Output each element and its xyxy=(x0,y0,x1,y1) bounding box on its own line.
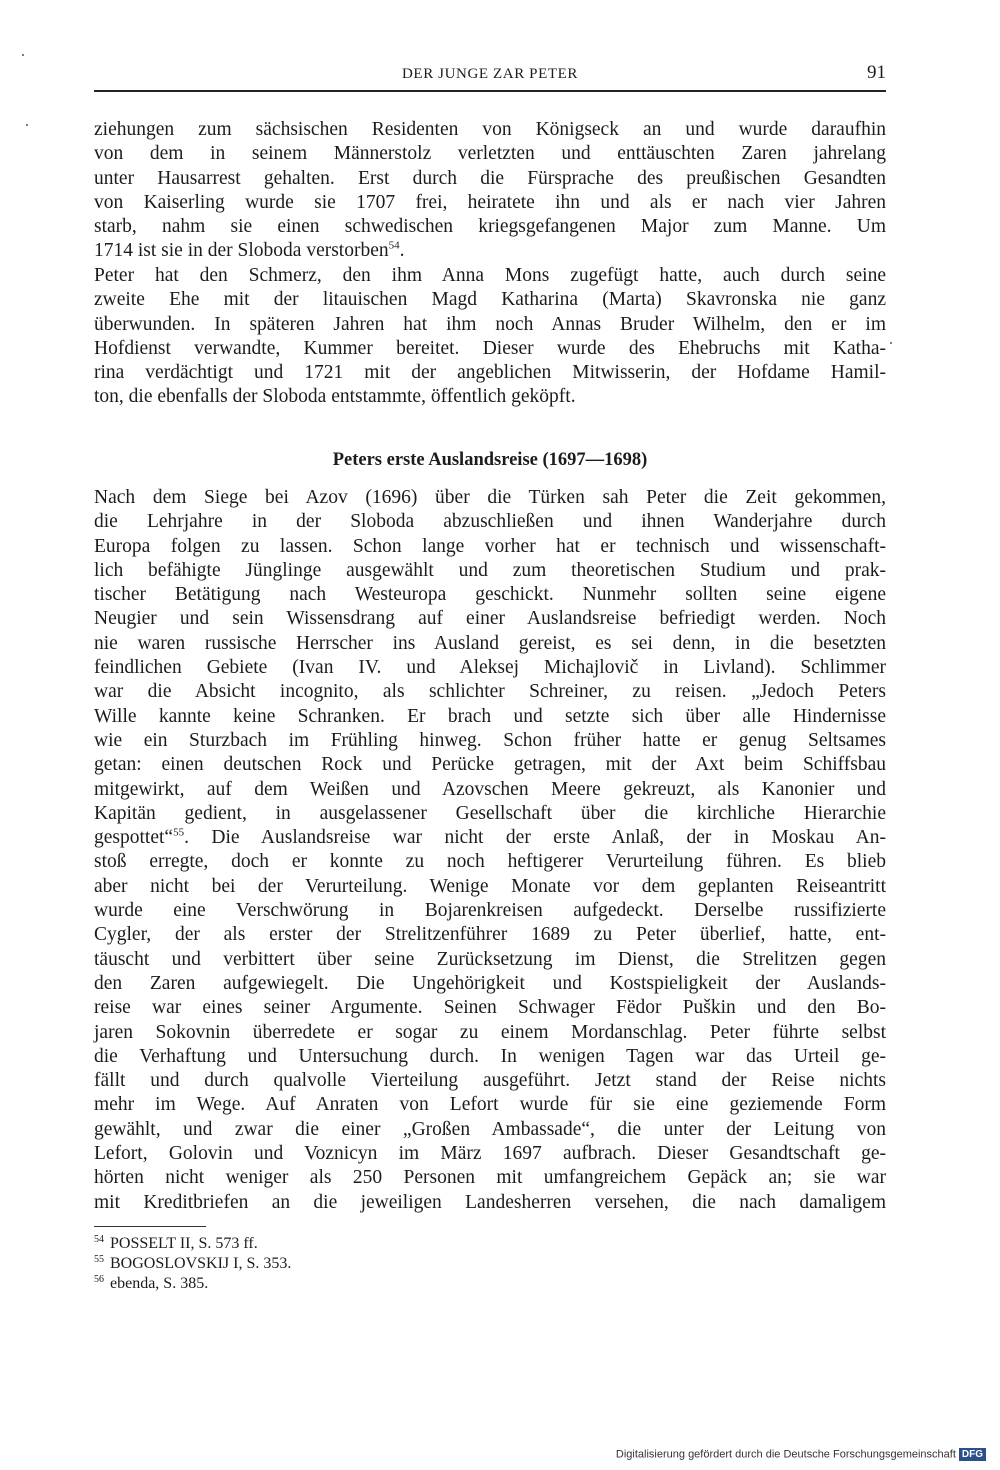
text-line: den Zaren aufgewiegelt. Die Ungehörigkeit und Kostspieligkeit der Auslands- xyxy=(94,972,886,994)
text-line: Kapitän gedient, in ausgelassener Gesellschaft über die kirchliche Hierarchie xyxy=(94,802,886,824)
text-line: mitgewirkt, auf dem Weißen und Azovschen Meere gekreuzt, als Kanonier und xyxy=(94,778,886,800)
footnote-number: 56 xyxy=(94,1273,104,1285)
footnotes xyxy=(94,1234,594,1294)
scan-speck xyxy=(22,54,24,56)
running-title: DER JUNGE ZAR PETER xyxy=(402,66,578,82)
text-line: getan: einen deutschen Rock und Perücke getragen, mit der Axt beim Schiffsbau xyxy=(94,754,886,776)
text-line: Wille kannte keine Schranken. Er brach und setzte sich über alle Hindernisse xyxy=(94,705,886,727)
text-line: täuscht und verbittert über seine Zurücksetzung im Dienst, die Strelitzen gegen xyxy=(94,948,886,970)
text-line: ziehungen zum sächsischen Residenten von Königseck an und wurde daraufhin xyxy=(94,119,886,140)
text-line: nie waren russische Herrscher ins Ausland gereist, es sei denn, in die besetzten xyxy=(94,632,886,654)
text-line-start: gespottet“ xyxy=(94,827,174,849)
text-line: reise war eines seiner Argumente. Seinen Schwager Fëdor Puškin und den Bo- xyxy=(94,997,886,1019)
paragraph-2 xyxy=(94,264,886,410)
text-line: feindlichen Gebiete (Ivan IV. und Aleksej Michajlovič in Livland). Schlimmer xyxy=(94,657,886,679)
sentence-end: . xyxy=(399,240,405,262)
text-line: Nach dem Siege bei Azov (1696) über die Türken sah Peter die Zeit gekommen, xyxy=(94,487,886,508)
text-line: Cygler, der als erster der Strelitzenführer 1689 zu Peter überlief, hatte, ent- xyxy=(94,924,886,946)
text-line: rina verdächtigt und 1721 mit der angeblichen Mitwisserin, der Hofdame Hamil- xyxy=(94,362,886,384)
text-line: jaren Sokovnin überredete er sogar zu einem Mordanschlag. Peter führte selbst xyxy=(94,1021,886,1043)
footnote-number: 55 xyxy=(94,1253,104,1265)
footnote-56 xyxy=(94,1274,594,1294)
running-header xyxy=(94,62,886,92)
footnote-ref-54[interactable]: 54 xyxy=(388,239,400,252)
section-heading: Peters erste Auslandsreise (1697—1698) xyxy=(332,450,648,470)
text-line: lich befähigte Jünglinge ausgewählt und zum theoretischen Studium und prak- xyxy=(94,559,886,581)
text-line: Europa folgen zu lassen. Schon lange vorher hat er technisch und wissenschaft- xyxy=(94,535,886,557)
footnote-number: 54 xyxy=(94,1233,104,1245)
text-line: stoß erregte, doch er konnte zu noch heftigerer Verurteilung führen. Es blieb xyxy=(94,851,886,873)
text-line: aber nicht bei der Verurteilung. Wenige Monate vor dem geplanten Reiseantritt xyxy=(94,875,886,897)
text-line: wie ein Sturzbach im Frühling hinweg. Schon früher hatte er genug Seltsames xyxy=(94,729,886,751)
digitization-text: Digitalisierung gefördert durch die Deutsche Forschungsgemeinschaft xyxy=(615,1448,956,1461)
text-line: die Verhaftung und Untersuchung durch. In wenigen Tagen war das Urteil ge- xyxy=(94,1045,886,1067)
text-line: tischer Betätigung nach Westeuropa geschickt. Nunmehr sollten seine eigene xyxy=(94,584,886,606)
footnote-ref-55[interactable]: 55 xyxy=(173,826,185,839)
text-line: Peter hat den Schmerz, den ihm Anna Mons zugefügt hatte, auch durch seine xyxy=(94,265,886,286)
text-line: unter Hausarrest gehalten. Erst durch die Fürsprache des preußischen Gesandten xyxy=(94,167,886,189)
footnote-text: ebenda, S. 385. xyxy=(110,1275,209,1292)
text-line: mehr im Wege. Auf Anraten von Lefort wurde für sie eine geziemende Form xyxy=(94,1094,886,1116)
text-line: hörten nicht weniger als 250 Personen mit umfangreichem Gepäck an; sie war xyxy=(94,1167,886,1189)
text-line xyxy=(94,826,886,850)
text-line: ton, die ebenfalls der Sloboda entstammte, öffentlich geköpft. xyxy=(94,386,576,408)
text-line: von Kaiserling wurde sie 1707 frei, heiratete ihn und als er nach vier Jahren xyxy=(94,191,886,213)
text-line xyxy=(94,239,886,263)
scan-speck xyxy=(890,342,892,344)
dfg-logo: DFG xyxy=(959,1448,986,1461)
text-line: fällt und durch qualvolle Vierteilung ausgeführt. Jetzt stand der Reise nichts xyxy=(94,1070,886,1092)
footnote-55 xyxy=(94,1254,594,1274)
footnote-divider xyxy=(94,1226,206,1227)
paragraph-3 xyxy=(94,486,886,1215)
text-line: gewählt, und zwar die einer „Großen Ambassade“, die unter der Leitung von xyxy=(94,1118,886,1140)
text-line: Lefort, Golovin und Voznicyn im März 1697 aufbrach. Dieser Gesandtschaft ge- xyxy=(94,1143,886,1165)
text-line: mit Kreditbriefen an die jeweiligen Landesherren versehen, die nach damaligem xyxy=(94,1191,886,1213)
text-line: starb, nahm sie einen schwedischen kriegsgefangenen Major zum Manne. Um xyxy=(94,216,886,238)
digitization-credit xyxy=(616,1448,986,1461)
footnote-text: POSSELT II, S. 573 ff. xyxy=(110,1235,258,1252)
text-line: wurde eine Verschwörung in Bojarenkreisen aufgedeckt. Derselbe russifizierte xyxy=(94,900,886,922)
text-line: Neugier und sein Wissensdrang auf einer Auslandsreise befriedigt werden. Noch xyxy=(94,608,886,630)
text-line-end: . Die Auslandsreise war nicht der erste Anlaß, der in Moskau An- xyxy=(184,827,886,849)
text-line: war die Absicht incognito, als schlichter Schreiner, zu reisen. „Jedoch Peters xyxy=(94,681,886,703)
page-number: 91 xyxy=(867,62,886,83)
footnote-54 xyxy=(94,1234,594,1254)
text-line-content: 1714 ist sie in der Sloboda verstorben xyxy=(94,240,389,262)
text-line: Hofdienst verwandte, Kummer bereitet. Dieser wurde des Ehebruchs mit Katha- xyxy=(94,337,886,359)
text-line: überwunden. In späteren Jahren hat ihm noch Annas Bruder Wilhelm, den er im xyxy=(94,313,886,335)
scan-speck xyxy=(26,124,28,126)
text-line: von dem in seinem Männerstolz verletzten und enttäuschten Zaren jahrelang xyxy=(94,143,886,165)
text-line: die Lehrjahre in der Sloboda abzuschließen und ihnen Wanderjahre durch xyxy=(94,511,886,533)
text-line: zweite Ehe mit der litauischen Magd Katharina (Marta) Skavronska nie ganz xyxy=(94,289,886,311)
footnote-text: BOGOSLOVSKIJ I, S. 353. xyxy=(110,1255,292,1272)
paragraph-1 xyxy=(94,118,886,264)
